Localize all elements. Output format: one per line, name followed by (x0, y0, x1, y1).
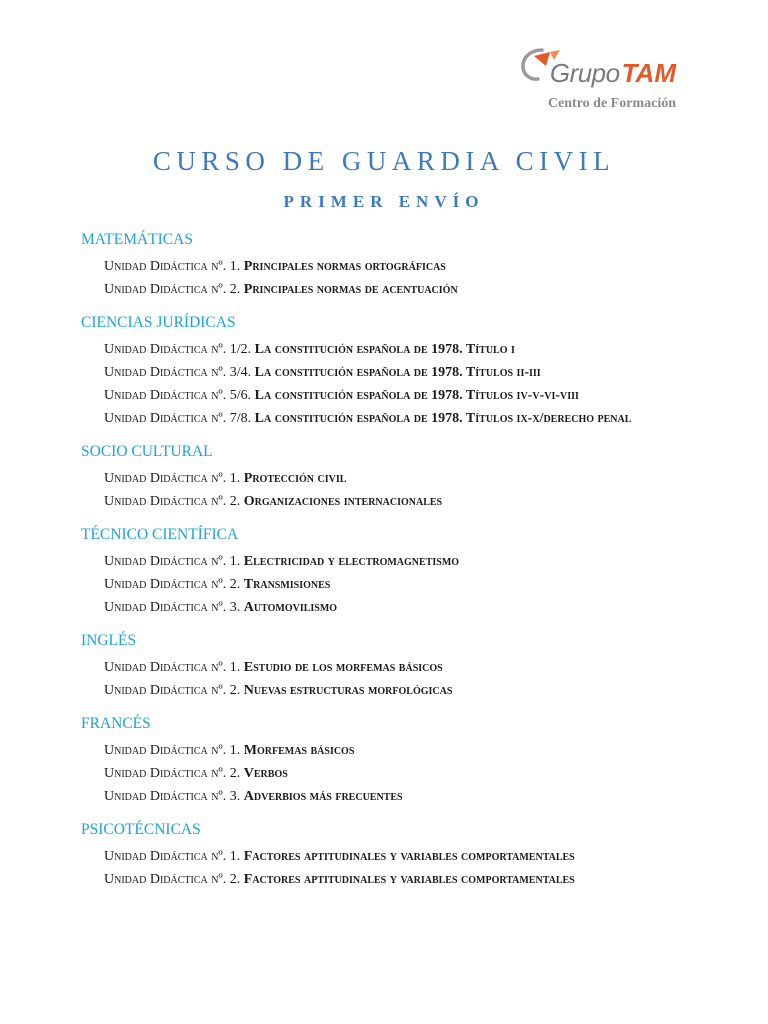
logo-wordmark (506, 44, 676, 86)
unit-name: Principales normas de acentuación (243, 282, 458, 297)
unit-list (81, 255, 741, 301)
section-socio-cultural (81, 440, 741, 513)
unit-prefix: Unidad Didáctica nº. 3. (104, 789, 241, 804)
unit-list (81, 550, 741, 619)
section-title: INGLÉS (81, 632, 137, 649)
unit-name: Protección civil (243, 471, 347, 486)
section-psicotecnicas (81, 818, 741, 891)
list-item (104, 785, 741, 808)
unit-prefix: Unidad Didáctica nº. 1. (104, 743, 241, 758)
list-item (104, 679, 741, 702)
list-item (104, 596, 741, 619)
unit-name: Verbos (243, 766, 288, 781)
unit-list (81, 656, 741, 702)
unit-prefix: Unidad Didáctica nº. 2. (104, 577, 241, 592)
unit-prefix: Unidad Didáctica nº. 5/6. (104, 388, 252, 403)
logo-subtitle: Centro de Formación (547, 96, 676, 111)
unit-name: La constitución española de 1978. Títulos ix-x/derecho penal (254, 411, 632, 426)
syllabus (81, 228, 741, 891)
course-title: CURSO DE GUARDIA CIVIL (152, 146, 616, 176)
list-item (104, 338, 741, 361)
unit-prefix: Unidad Didáctica nº. 2. (104, 872, 241, 887)
unit-name: Factores aptitudinales y variables comportamentales (243, 849, 575, 864)
section-title: MATEMÁTICAS (81, 231, 193, 248)
section-title: CIENCIAS JURÍDICAS (81, 314, 236, 331)
unit-prefix: Unidad Didáctica nº. 3/4. (104, 365, 252, 380)
unit-name: Principales normas ortográficas (243, 259, 446, 274)
list-item (104, 278, 741, 301)
unit-prefix: Unidad Didáctica nº. 2. (104, 683, 241, 698)
unit-name: Organizaciones internacionales (243, 494, 443, 509)
section-title: FRANCÉS (81, 715, 151, 732)
unit-name: Electricidad y electromagnetismo (243, 554, 460, 569)
list-item (104, 384, 741, 407)
unit-prefix: Unidad Didáctica nº. 2. (104, 494, 241, 509)
section-title: PSICOTÉCNICAS (81, 821, 201, 838)
list-item (104, 550, 741, 573)
list-item (104, 573, 741, 596)
unit-prefix: Unidad Didáctica nº. 2. (104, 766, 241, 781)
list-item (104, 255, 741, 278)
section-title: TÉCNICO CIENTÍFICA (81, 526, 239, 543)
unit-name: La constitución española de 1978. Título i (254, 342, 515, 357)
grupo-tam-logo (506, 44, 676, 111)
unit-name: Estudio de los morfemas básicos (243, 660, 443, 675)
unit-name: Morfemas básicos (243, 743, 355, 758)
course-subtitle: PRIMER ENVÍO (283, 192, 485, 211)
list-item (104, 762, 741, 785)
unit-list (81, 467, 741, 513)
list-item (104, 467, 741, 490)
list-item (104, 739, 741, 762)
unit-prefix: Unidad Didáctica nº. 1. (104, 554, 241, 569)
unit-name: Automovilismo (243, 600, 338, 615)
unit-list (81, 338, 741, 430)
unit-prefix: Unidad Didáctica nº. 1. (104, 660, 241, 675)
list-item (104, 868, 741, 891)
section-matematicas (81, 228, 741, 301)
section-ingles (81, 629, 741, 702)
section-title: SOCIO CULTURAL (81, 443, 213, 460)
logo-tam-text: TAM (621, 58, 676, 88)
unit-prefix: Unidad Didáctica nº. 1/2. (104, 342, 252, 357)
unit-list (81, 739, 741, 808)
unit-prefix: Unidad Didáctica nº. 1. (104, 259, 241, 274)
unit-prefix: Unidad Didáctica nº. 1. (104, 471, 241, 486)
unit-prefix: Unidad Didáctica nº. 1. (104, 849, 241, 864)
unit-list (81, 845, 741, 891)
list-item (104, 490, 741, 513)
logo-grupo-text: Grupo (549, 58, 620, 88)
unit-name: Factores aptitudinales y variables comportamentales (243, 872, 575, 887)
list-item (104, 656, 741, 679)
list-item (104, 407, 741, 430)
unit-prefix: Unidad Didáctica nº. 3. (104, 600, 241, 615)
unit-name: Transmisiones (243, 577, 331, 592)
list-item (104, 845, 741, 868)
unit-prefix: Unidad Didáctica nº. 2. (104, 282, 241, 297)
section-frances (81, 712, 741, 808)
list-item (104, 361, 741, 384)
section-ciencias-juridicas (81, 311, 741, 430)
section-tecnico-cientifica (81, 523, 741, 619)
unit-name: La constitución española de 1978. Títulos iv-v-vi-viii (254, 388, 579, 403)
unit-prefix: Unidad Didáctica nº. 7/8. (104, 411, 252, 426)
unit-name: Adverbios más frecuentes (243, 789, 403, 804)
unit-name: La constitución española de 1978. Títulos ii-iii (254, 365, 541, 380)
unit-name: Nuevas estructuras morfológicas (243, 683, 453, 698)
